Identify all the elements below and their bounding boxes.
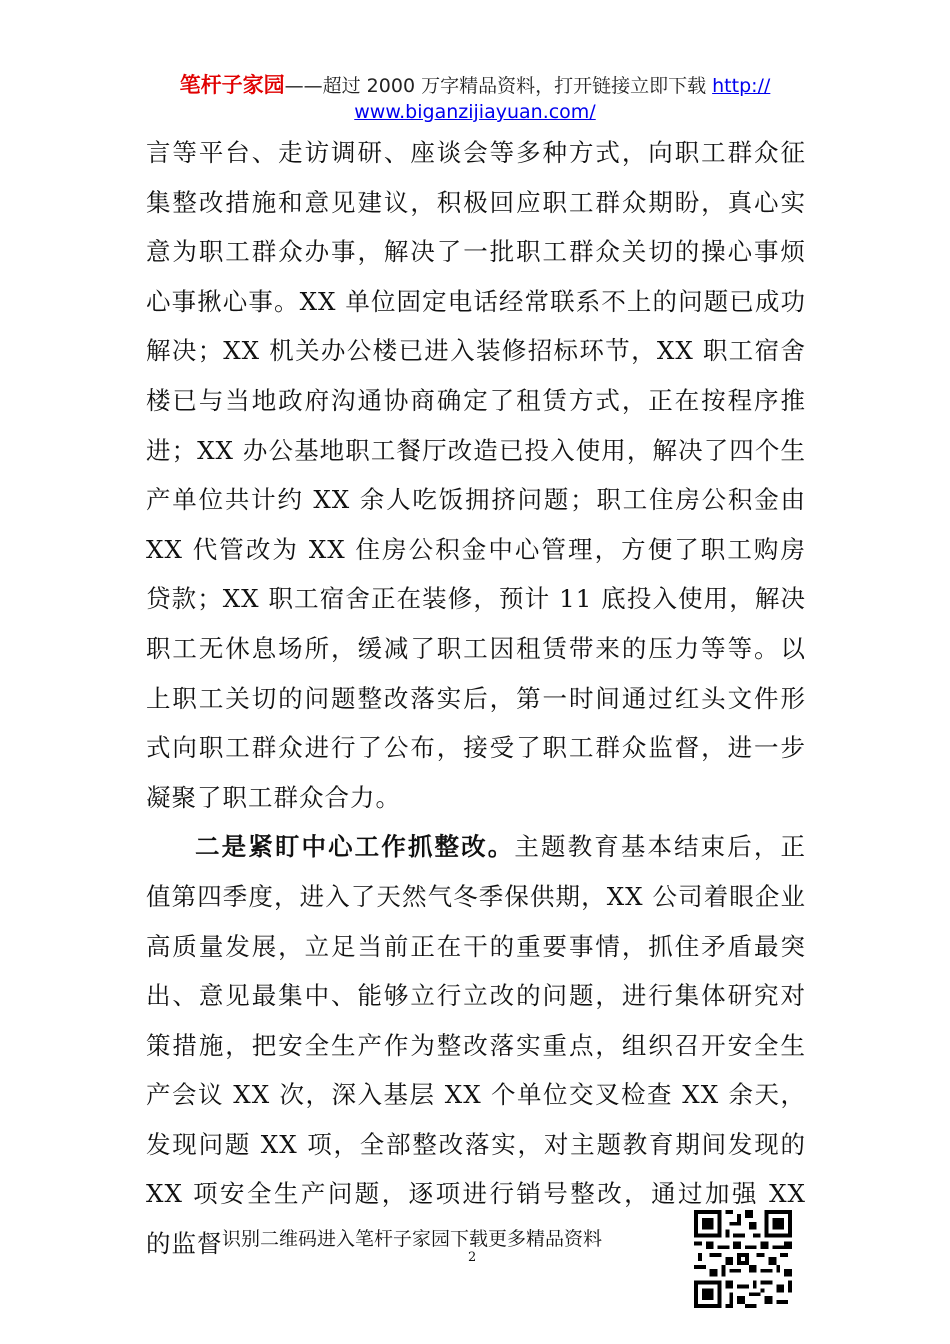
brand-name: 笔杆子家园 — [179, 73, 285, 97]
download-link-part2[interactable]: www.biganzijiayuan.com/ — [354, 101, 596, 123]
paragraph-2-text: 主题教育基本结束后，正值第四季度，进入了天然气冬季保供期，XX 公司着眼企业高质量发展，立足当前正在干的重要事情，抓住矛盾最突出、意见最集中、能够立行立改的问题，进行集体研究对策措施，把安全生产作为整改落实重点，组织召开安全生产会议 XX 次，深入基层 XX 个单位交叉检查 XX 余天，发现问题 XX 项，全部整改落实，对主题教育期间发现的 XX 项安全生产问题，逐项进行销号整改，通过加强 XX 的监督 — [146, 832, 807, 1259]
page-number: 2 — [468, 1250, 477, 1265]
header-tagline: ——超过 2000 万字精品资料，打开链接立即下载 — [284, 75, 713, 97]
header-line-2 — [0, 99, 950, 125]
header-line-1 — [0, 72, 950, 99]
download-link-part1[interactable]: http:// — [712, 75, 771, 97]
document-body — [146, 128, 806, 1269]
qr-code-icon[interactable] — [694, 1210, 792, 1308]
paragraph-2-lead: 二是紧盯中心工作抓整改。 — [195, 832, 515, 862]
header-banner — [0, 72, 950, 125]
footer-caption: 识别二维码进入笔杆子家园下载更多精品资料 — [222, 1228, 603, 1250]
paragraph-2 — [146, 822, 806, 1268]
paragraph-1: 言等平台、走访调研、座谈会等多种方式，向职工群众征集整改措施和意见建议，积极回应职工群众期盼，真心实意为职工群众办事，解决了一批职工群众关切的操心事烦心事揪心事。XX 单位固定电话经常联系不上的问题已成功解决；XX 机关办公楼已进入装修招标环节，XX 职工宿舍楼已与当地政府沟通协商确定了租赁方式，正在按程序推进；XX 办公基地职工餐厅改造已投入使用，解决了四个生产单位共计约 XX 余人吃饭拥挤问题；职工住房公积金由 XX 代管改为 XX 住房公积金中心管理，方便了职工购房贷款；XX 职工宿舍正在装修，预计 11 底投入使用，解决职工无休息场所，缓减了职工因租赁带来的压力等等。以上职工关切的问题整改落实后，第一时间通过红头文件形式向职工群众进行了公布，接受了职工群众监督，进一步凝聚了职工群众合力。 — [146, 138, 806, 812]
